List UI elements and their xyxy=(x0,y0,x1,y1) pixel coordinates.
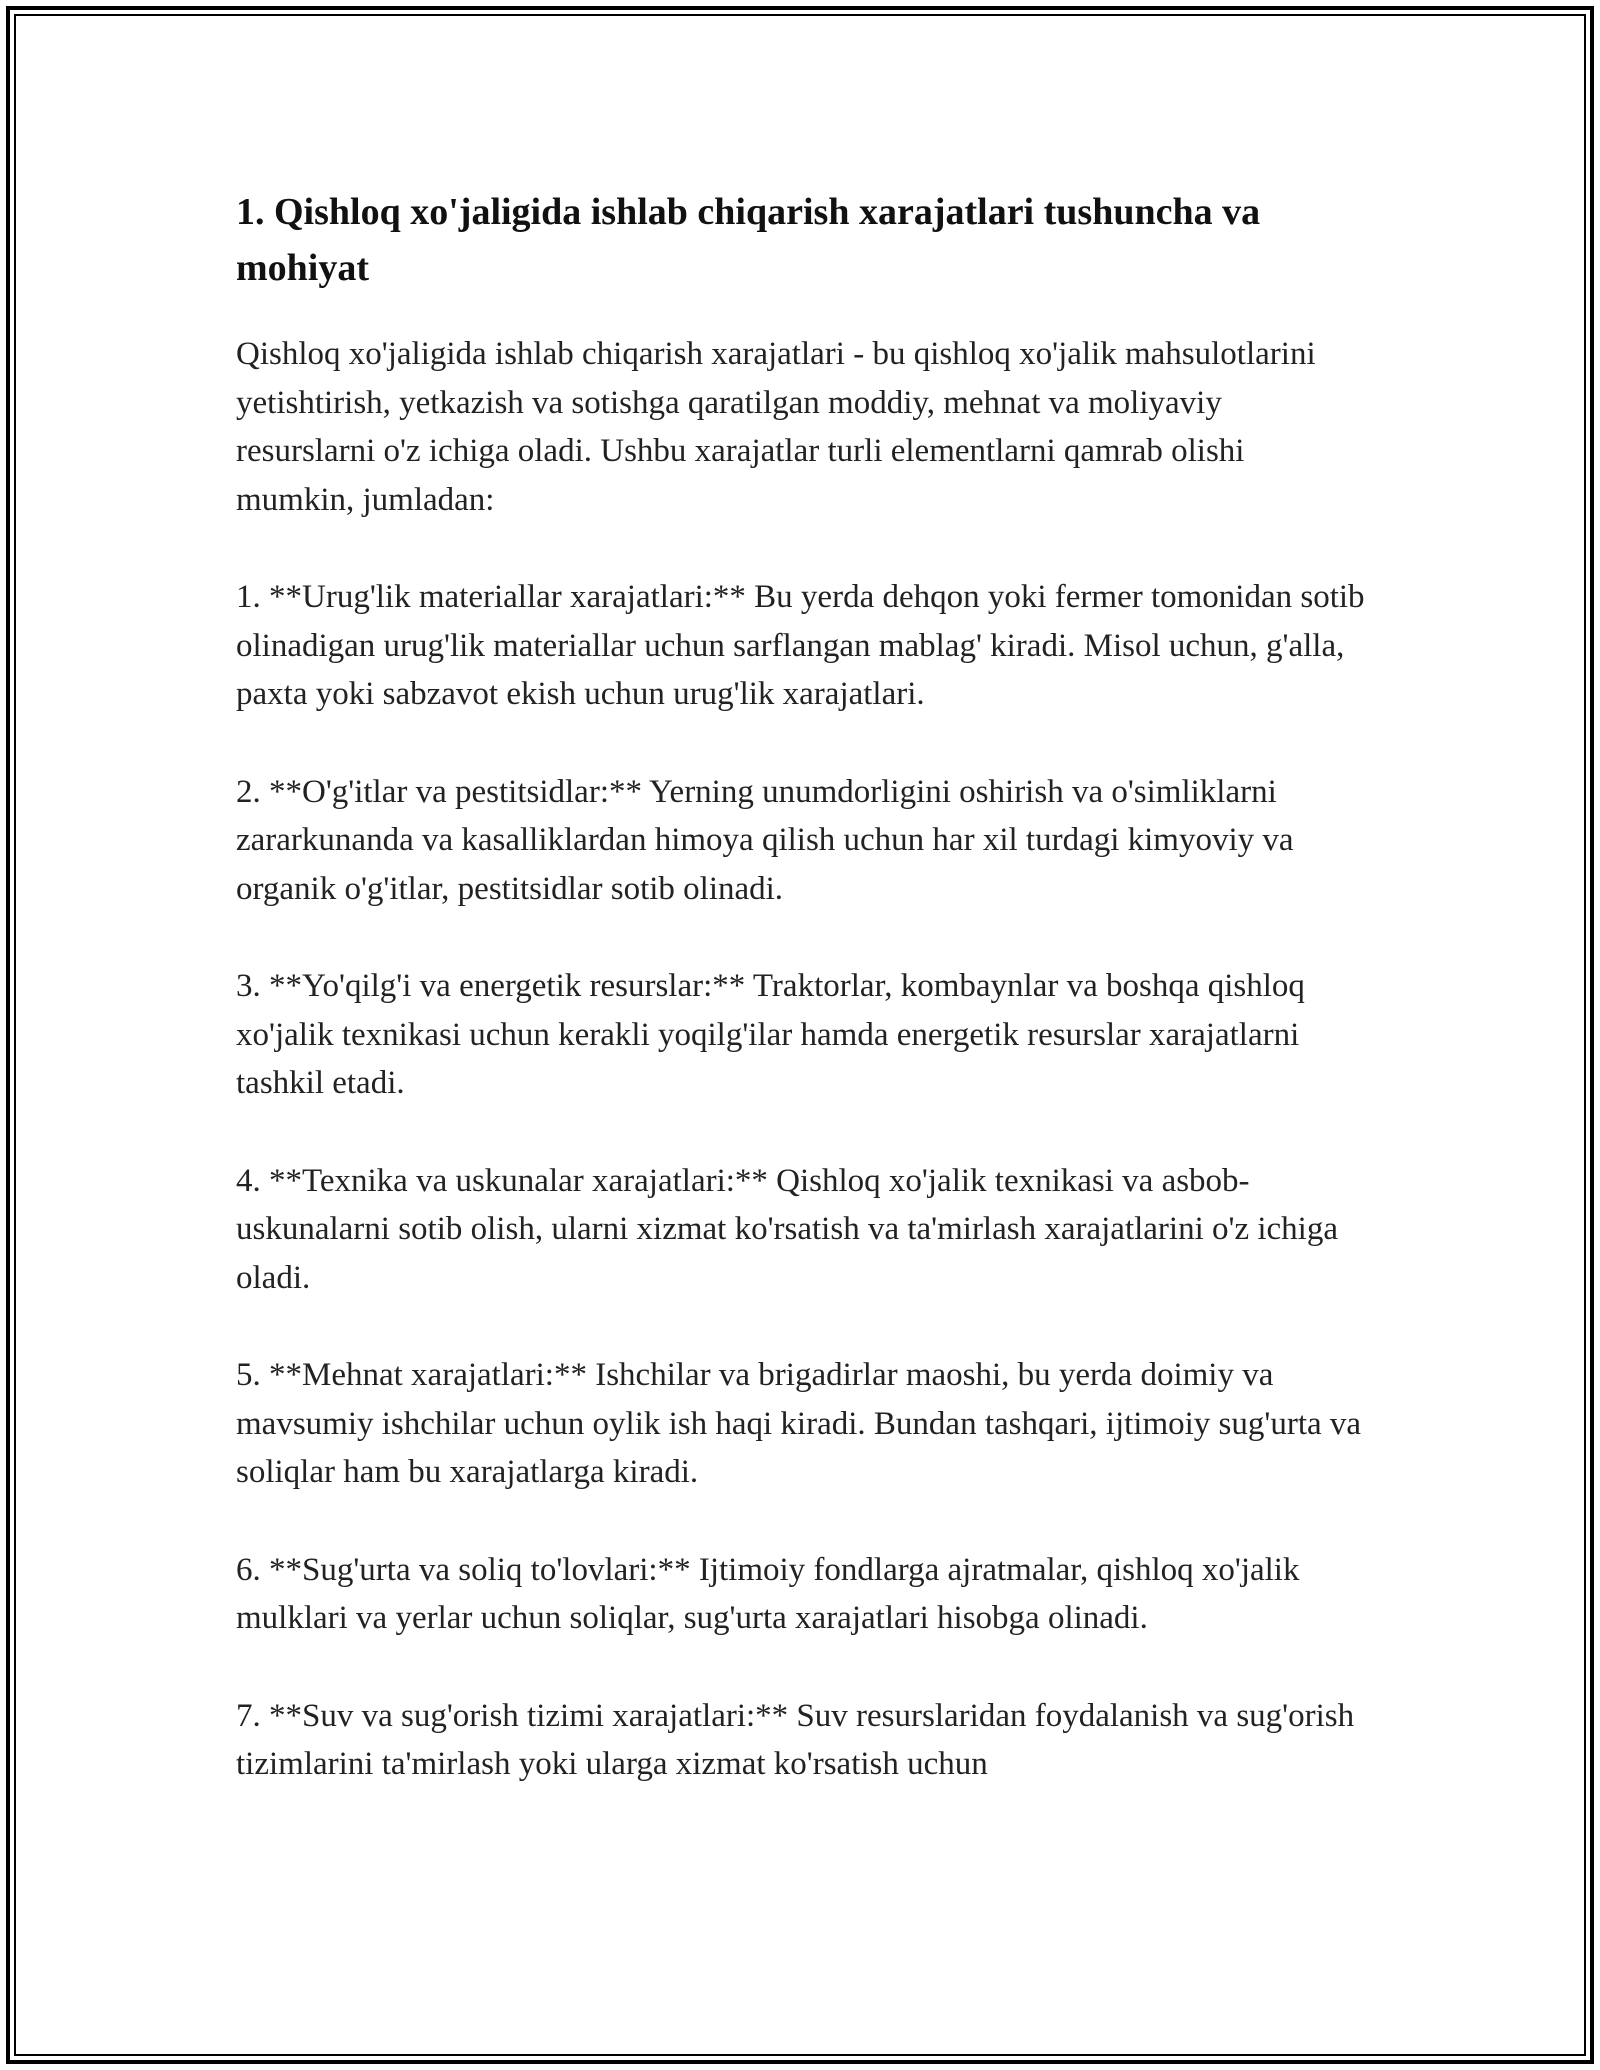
list-item: 2. **O'g'itlar va pestitsidlar:** Yerning unumdorligini oshirish va o'simliklarni zararkunanda va kasalliklardan himoya qilish uchun har xil turdagi kimyoviy va organik o'g'itlar, pestitsidlar sotib olinadi. xyxy=(236,773,1294,907)
intro-paragraph: Qishloq xo'jaligida ishlab chiqarish xarajatlari - bu qishloq xo'jalik mahsulotlarini yetishtirish, yetkazish va sotishga qaratilgan moddiy, mehnat va moliyaviy resurslarni o'z ichiga oladi. Ushbu xarajatlar turli elementlarni qamrab olishi mumkin, jumladan: xyxy=(236,336,1316,518)
document-title: 1. Qishloq xo'jaligida ishlab chiqarish xarajatlari tushuncha va mohiyat xyxy=(236,191,1261,289)
list-item: 4. **Texnika va uskunalar xarajatlari:** Qishloq xo'jalik texnikasi va asbob-uskunalarni sotib olish, ularni xizmat ko'rsatish va ta'mirlash xarajatlarini o'z ichiga oladi. xyxy=(236,1162,1338,1296)
list-item: 7. **Suv va sug'orish tizimi xarajatlari:** Suv resurslaridan foydalanish va sug'orish tizimlarini ta'mirlash yoki ularga xizmat ko'rsatish uchun xyxy=(236,1697,1355,1782)
list-item: 3. **Yo'qilg'i va energetik resurslar:** Traktorlar, kombaynlar va boshqa qishloq xo'jalik texnikasi uchun kerakli yoqilg'ilar hamda energetik resurslar xarajatlarni tashkil etadi. xyxy=(236,968,1305,1101)
list-item: 1. **Urug'lik materiallar xarajatlari:** Bu yerda dehqon yoki fermer tomonidan sotib olinadigan urug'lik materiallar uchun sarflangan mablag' kiradi. Misol uchun, g'alla, paxta yoki sabzavot ekish uchun urug'lik xarajatlari. xyxy=(236,579,1365,712)
document-body xyxy=(236,184,1366,1838)
list-item: 6. **Sug'urta va soliq to'lovlari:** Ijtimoiy fondlarga ajratmalar, qishloq xo'jalik mulklari va yerlar uchun soliqlar, sug'urta xarajatlari hisobga olinadi. xyxy=(236,1551,1300,1636)
list-item: 5. **Mehnat xarajatlari:** Ishchilar va brigadirlar maoshi, bu yerda doimiy va mavsumiy ishchilar uchun oylik ish haqi kiradi. Bundan tashqari, ijtimoiy sug'urta va soliqlar ham bu xarajatlarga kiradi. xyxy=(236,1357,1362,1490)
